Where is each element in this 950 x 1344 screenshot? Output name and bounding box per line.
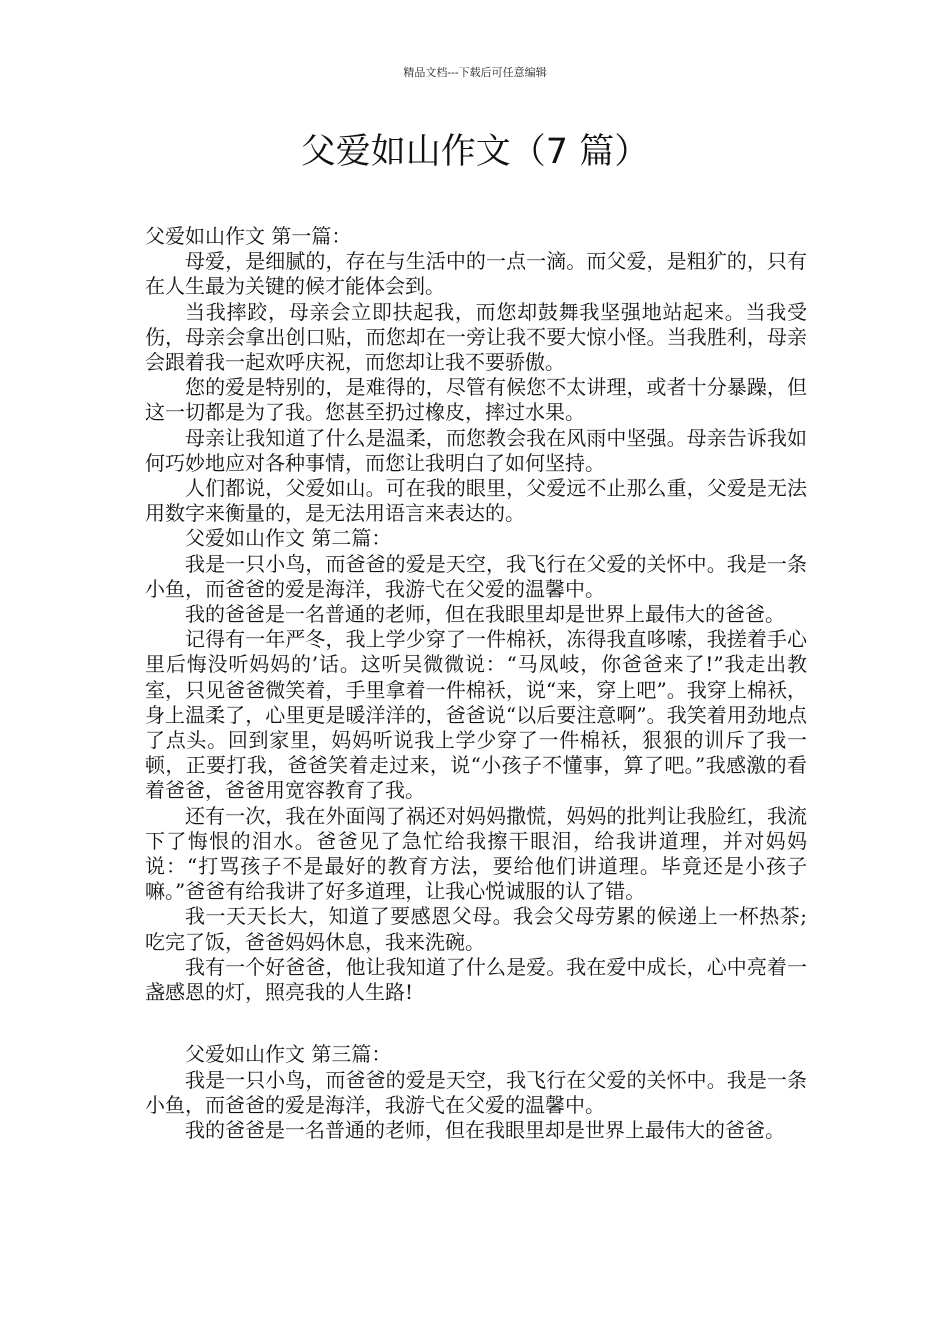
- document-title: 父爱如山作文（7 篇）: [300, 132, 650, 172]
- document-body: [145, 224, 807, 1143]
- section-2-paragraph-2: 我的爸爸是一名普通的老师，但在我眼里却是世界上最伟大的爸爸。: [185, 602, 785, 627]
- section-2-paragraph-1: 我是一只小鸟，而爸爸的爱是天空，我飞行在父爱的关怀中。我是一条小鱼，而爸爸的爱是海洋，我游弋在父爱的温馨中。: [145, 551, 807, 601]
- section-3-heading: 父爱如山作文 第三篇：: [185, 1042, 392, 1067]
- section-2-paragraph-5: 我一天天长大，知道了要感恩父母。我会父母劳累的候递上一杯热茶;吃完了饭，爸爸妈妈休息，我来洗碗。: [145, 904, 807, 954]
- section-2-paragraph-4: 还有一次，我在外面闯了祸还对妈妈撒慌，妈妈的批判让我脸红，我流下了悔恨的泪水。爸爸见了急忙给我擦干眼泪，给我讲道理，并对妈妈说：“打骂孩子不是最好的教育方法，要给他们讲道理。毕竟还是小孩子嘛。”爸爸有给我讲了好多道理，让我心悦诚服的认了错。: [145, 803, 807, 904]
- section-2-heading: 父爱如山作文 第二篇：: [185, 526, 392, 551]
- section-1-paragraph-3: 您的爱是特别的，是难得的，尽管有候您不太讲理，或者十分暴躁，但这一切都是为了我。您甚至扔过橡皮，摔过水果。: [145, 375, 807, 425]
- section-3-paragraph-2: 我的爸爸是一名普通的老师，但在我眼里却是世界上最伟大的爸爸。: [185, 1117, 785, 1142]
- section-2-paragraph-3: 记得有一年严冬，我上学少穿了一件棉袄，冻得我直哆嗦，我搓着手心里后悔没听妈妈的’话。这听吴微微说：“马凤岐，你爸爸来了!”我走出教室，只见爸爸微笑着，手里拿着一件棉袄，说“来，穿上吧”。我穿上棉袄，身上温柔了，心里更是暖洋洋的，爸爸说“以后要注意啊”。我笑着用劲地点了点头。回到家里，妈妈听说我上学少穿了一件棉袄，狠狠的训斥了我一顿，正要打我，爸爸笑着走过来，说“小孩子不懂事，算了吧。”我感激的看着爸爸，爸爸用宽容教育了我。: [145, 627, 807, 803]
- section-1-paragraph-4: 母亲让我知道了什么是温柔，而您教会我在风雨中坚强。母亲告诉我如何巧妙地应对各种事情，而您让我明白了如何坚持。: [145, 425, 807, 475]
- section-1-paragraph-1: 母爱，是细腻的，存在与生活中的一点一滴。而父爱，是粗犷的，只有在人生最为关键的候才能体会到。: [145, 249, 807, 299]
- section-1-paragraph-5: 人们都说，父爱如山。可在我的眼里，父爱远不止那么重，父爱是无法用数字来衡量的，是无法用语言来表达的。: [145, 476, 807, 526]
- header-note: 精品文档---下载后可任意编辑: [403, 66, 547, 79]
- section-2-paragraph-6: 我有一个好爸爸，他让我知道了什么是爱。我在爱中成长，心中亮着一盏感恩的灯，照亮我的人生路!: [145, 954, 807, 1005]
- section-1-paragraph-2: 当我摔跤，母亲会立即扶起我，而您却鼓舞我坚强地站起来。当我受伤，母亲会拿出创口贴，而您却在一旁让我不要大惊小怪。当我胜利，母亲会跟着我一起欢呼庆祝，而您却让我不要骄傲。: [145, 299, 807, 375]
- section-gap: [145, 1005, 807, 1042]
- section-1-heading: 父爱如山作文 第一篇：: [145, 224, 352, 248]
- section-3-paragraph-1: 我是一只小鸟，而爸爸的爱是天空，我飞行在父爱的关怀中。我是一条小鱼，而爸爸的爱是海洋，我游弋在父爱的温馨中。: [145, 1067, 807, 1117]
